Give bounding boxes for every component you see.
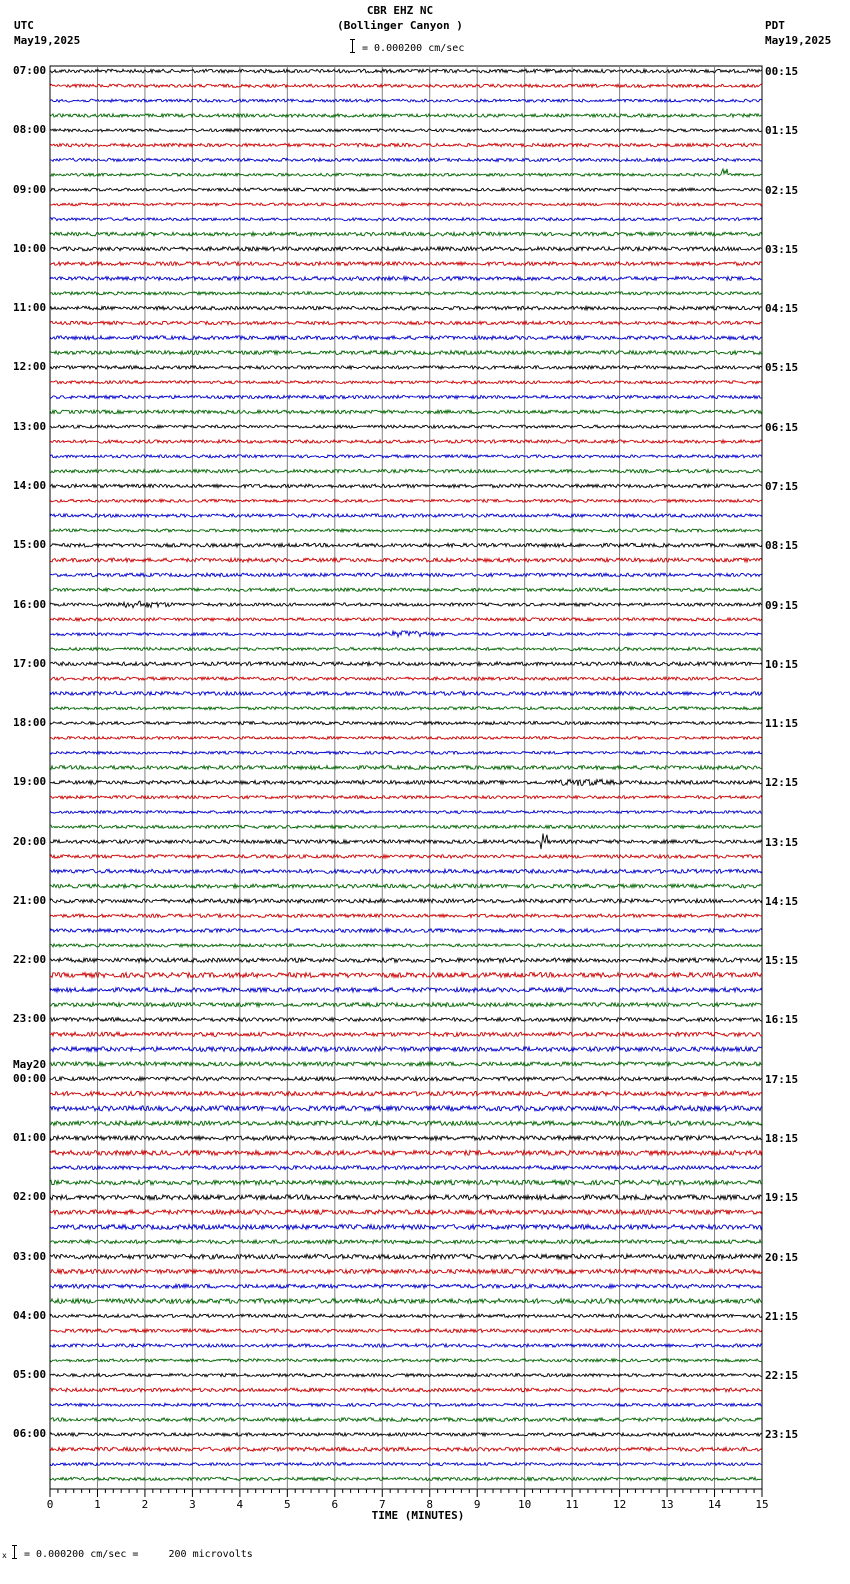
trace-66	[50, 1047, 762, 1052]
x-tick-label: 13	[660, 1498, 674, 1511]
x-axis-label: TIME (MINUTES)	[371, 1509, 465, 1522]
left-hour-label: 09:00	[13, 182, 47, 196]
trace-79	[50, 1240, 762, 1244]
trace-52	[50, 834, 762, 850]
left-hour-label: 14:00	[13, 478, 47, 492]
trace-39	[50, 647, 762, 650]
right-hour-label: 09:15	[765, 598, 799, 612]
trace-69	[50, 1091, 762, 1095]
right-date: May19,2025	[765, 34, 832, 47]
trace-38	[50, 631, 762, 637]
plot-frame	[50, 66, 762, 1489]
trace-84	[50, 1314, 762, 1317]
left-hour-label: 15:00	[13, 538, 47, 552]
right-hour-label: 20:15	[765, 1250, 799, 1264]
right-hour-label: 14:15	[765, 894, 799, 908]
trace-1	[50, 84, 762, 87]
trace-76	[50, 1195, 762, 1200]
x-tick-label: 10	[518, 1498, 532, 1511]
left-hour-label: 18:00	[13, 716, 47, 730]
trace-72	[50, 1136, 762, 1141]
trace-8	[50, 188, 762, 191]
right-hour-label: 08:15	[765, 539, 799, 553]
trace-30	[50, 514, 762, 517]
trace-88	[50, 1374, 762, 1377]
trace-48	[50, 779, 762, 785]
trace-33	[50, 558, 762, 562]
trace-21	[50, 381, 762, 384]
trace-92	[50, 1433, 762, 1436]
left-hour-label: 13:00	[13, 419, 47, 433]
x-tick-label: 8	[426, 1498, 434, 1511]
trace-59	[50, 944, 762, 947]
x-tick-label: 2	[141, 1498, 149, 1511]
trace-89	[50, 1388, 762, 1392]
trace-81	[50, 1269, 762, 1273]
day-change-label: May20	[13, 1057, 47, 1071]
trace-77	[50, 1210, 762, 1215]
left-hour-label: 10:00	[13, 241, 47, 255]
right-hour-label: 17:15	[765, 1072, 799, 1086]
trace-41	[50, 677, 762, 680]
right-hour-label: 18:15	[765, 1132, 799, 1146]
trace-34	[50, 573, 762, 577]
trace-60	[50, 958, 762, 962]
left-hour-label: 05:00	[13, 1368, 47, 1382]
left-hour-label: 01:00	[13, 1131, 47, 1145]
left-hour-label: 23:00	[13, 1012, 47, 1026]
trace-10	[50, 218, 762, 221]
right-hour-label: 01:15	[765, 124, 799, 138]
trace-12	[50, 247, 762, 251]
right-hour-label: 22:15	[765, 1369, 799, 1383]
trace-2	[50, 99, 762, 102]
right-hour-label: 16:15	[765, 1013, 799, 1027]
right-hour-label: 03:15	[765, 242, 799, 256]
right-hour-label: 04:15	[765, 302, 799, 316]
trace-17	[50, 321, 762, 324]
trace-90	[50, 1403, 762, 1406]
trace-7	[50, 169, 762, 176]
trace-49	[50, 796, 762, 799]
trace-13	[50, 262, 762, 266]
trace-82	[50, 1284, 762, 1288]
trace-51	[50, 825, 762, 828]
trace-28	[50, 484, 762, 488]
x-tick-label: 15	[755, 1498, 769, 1511]
trace-16	[50, 306, 762, 310]
left-hour-label: 21:00	[13, 893, 47, 907]
trace-53	[50, 855, 762, 859]
trace-20	[50, 366, 762, 369]
left-date: May19,2025	[14, 34, 81, 47]
trace-9	[50, 203, 762, 206]
left-hour-label: 11:00	[13, 301, 47, 315]
trace-40	[50, 662, 762, 666]
trace-43	[50, 707, 762, 710]
trace-50	[50, 811, 762, 814]
right-hour-label: 02:15	[765, 183, 799, 197]
right-hour-label: 12:15	[765, 776, 799, 790]
right-timezone: PDT	[765, 19, 785, 32]
trace-36	[50, 601, 762, 608]
trace-70	[50, 1106, 762, 1111]
trace-55	[50, 884, 762, 888]
x-tick-label: 6	[331, 1498, 339, 1511]
trace-27	[50, 469, 762, 472]
trace-46	[50, 751, 762, 754]
trace-64	[50, 1018, 762, 1022]
trace-32	[50, 543, 762, 547]
trace-63	[50, 1003, 762, 1007]
trace-31	[50, 529, 762, 532]
trace-86	[50, 1344, 762, 1347]
footer-marker: x	[2, 1551, 7, 1560]
x-tick-label: 14	[707, 1498, 722, 1511]
trace-85	[50, 1329, 762, 1333]
trace-25	[50, 440, 762, 443]
left-hour-label: 12:00	[13, 360, 47, 374]
trace-37	[50, 618, 762, 621]
x-tick-label: 11	[565, 1498, 579, 1511]
trace-73	[50, 1151, 762, 1156]
trace-5	[50, 143, 762, 146]
trace-87	[50, 1359, 762, 1362]
trace-56	[50, 899, 762, 903]
left-hour-label: 19:00	[13, 775, 47, 789]
trace-61	[50, 973, 762, 978]
x-tick-label: 9	[473, 1498, 481, 1511]
right-hour-label: 23:15	[765, 1428, 799, 1442]
trace-80	[50, 1254, 762, 1259]
trace-71	[50, 1121, 762, 1126]
scale-label: = 0.000200 cm/sec	[362, 43, 465, 54]
trace-93	[50, 1447, 762, 1451]
left-hour-label: 02:00	[13, 1190, 47, 1204]
left-hour-label: 20:00	[13, 834, 47, 848]
trace-18	[50, 336, 762, 340]
trace-78	[50, 1225, 762, 1230]
left-hour-label: 16:00	[13, 597, 47, 611]
x-tick-label: 5	[284, 1498, 291, 1511]
station-location: (Bollinger Canyon )	[337, 19, 463, 32]
left-hour-label: 04:00	[13, 1308, 47, 1322]
left-hour-label: 00:00	[13, 1071, 47, 1085]
trace-83	[50, 1299, 762, 1304]
trace-74	[50, 1166, 762, 1170]
trace-4	[50, 129, 762, 132]
right-hour-label: 06:15	[765, 420, 799, 434]
trace-57	[50, 914, 762, 918]
right-hour-label: 15:15	[765, 954, 799, 968]
left-hour-label: 17:00	[13, 656, 47, 670]
right-hour-label: 11:15	[765, 717, 799, 731]
x-tick-label: 1	[94, 1498, 101, 1511]
trace-19	[50, 351, 762, 355]
trace-95	[50, 1477, 762, 1480]
trace-65	[50, 1032, 762, 1036]
trace-15	[50, 292, 762, 295]
trace-91	[50, 1418, 762, 1422]
left-hour-label: 22:00	[13, 953, 47, 967]
right-hour-label: 07:15	[765, 479, 799, 493]
trace-6	[50, 158, 762, 161]
trace-3	[50, 114, 762, 117]
x-tick-label: 0	[46, 1498, 54, 1511]
trace-94	[50, 1463, 762, 1466]
trace-23	[50, 410, 762, 414]
left-hour-label: 03:00	[13, 1249, 47, 1263]
right-hour-label: 13:15	[765, 835, 799, 849]
right-hour-label: 19:15	[765, 1191, 799, 1205]
trace-58	[50, 929, 762, 933]
trace-26	[50, 455, 762, 458]
footer-scale-note: = 0.000200 cm/sec = 200 microvolts	[24, 1549, 253, 1560]
trace-68	[50, 1077, 762, 1081]
trace-62	[50, 988, 762, 992]
trace-75	[50, 1180, 762, 1185]
trace-29	[50, 499, 762, 502]
trace-14	[50, 277, 762, 281]
left-hour-label: 08:00	[13, 123, 47, 137]
x-tick-label: 7	[378, 1498, 386, 1511]
right-hour-label: 10:15	[765, 657, 799, 671]
left-hour-label: 06:00	[13, 1427, 47, 1441]
x-tick-label: 12	[612, 1498, 627, 1511]
station-title: CBR EHZ NC	[366, 4, 434, 17]
right-hour-label: 00:15	[765, 65, 799, 78]
trace-54	[50, 869, 762, 873]
trace-35	[50, 588, 762, 591]
trace-47	[50, 766, 762, 770]
left-timezone: UTC	[14, 19, 34, 32]
x-tick-label: 4	[236, 1498, 244, 1511]
footer-scale-bar-icon	[14, 1545, 21, 1559]
right-hour-label: 21:15	[765, 1309, 799, 1323]
x-tick-label: 3	[189, 1498, 196, 1511]
trace-24	[50, 425, 762, 428]
right-hour-label: 05:15	[765, 361, 799, 375]
trace-11	[50, 232, 762, 236]
trace-67	[50, 1062, 762, 1066]
trace-44	[50, 722, 762, 725]
trace-22	[50, 395, 762, 398]
trace-0	[50, 69, 762, 73]
trace-45	[50, 737, 762, 740]
trace-42	[50, 692, 762, 696]
left-hour-label: 07:00	[13, 64, 47, 77]
